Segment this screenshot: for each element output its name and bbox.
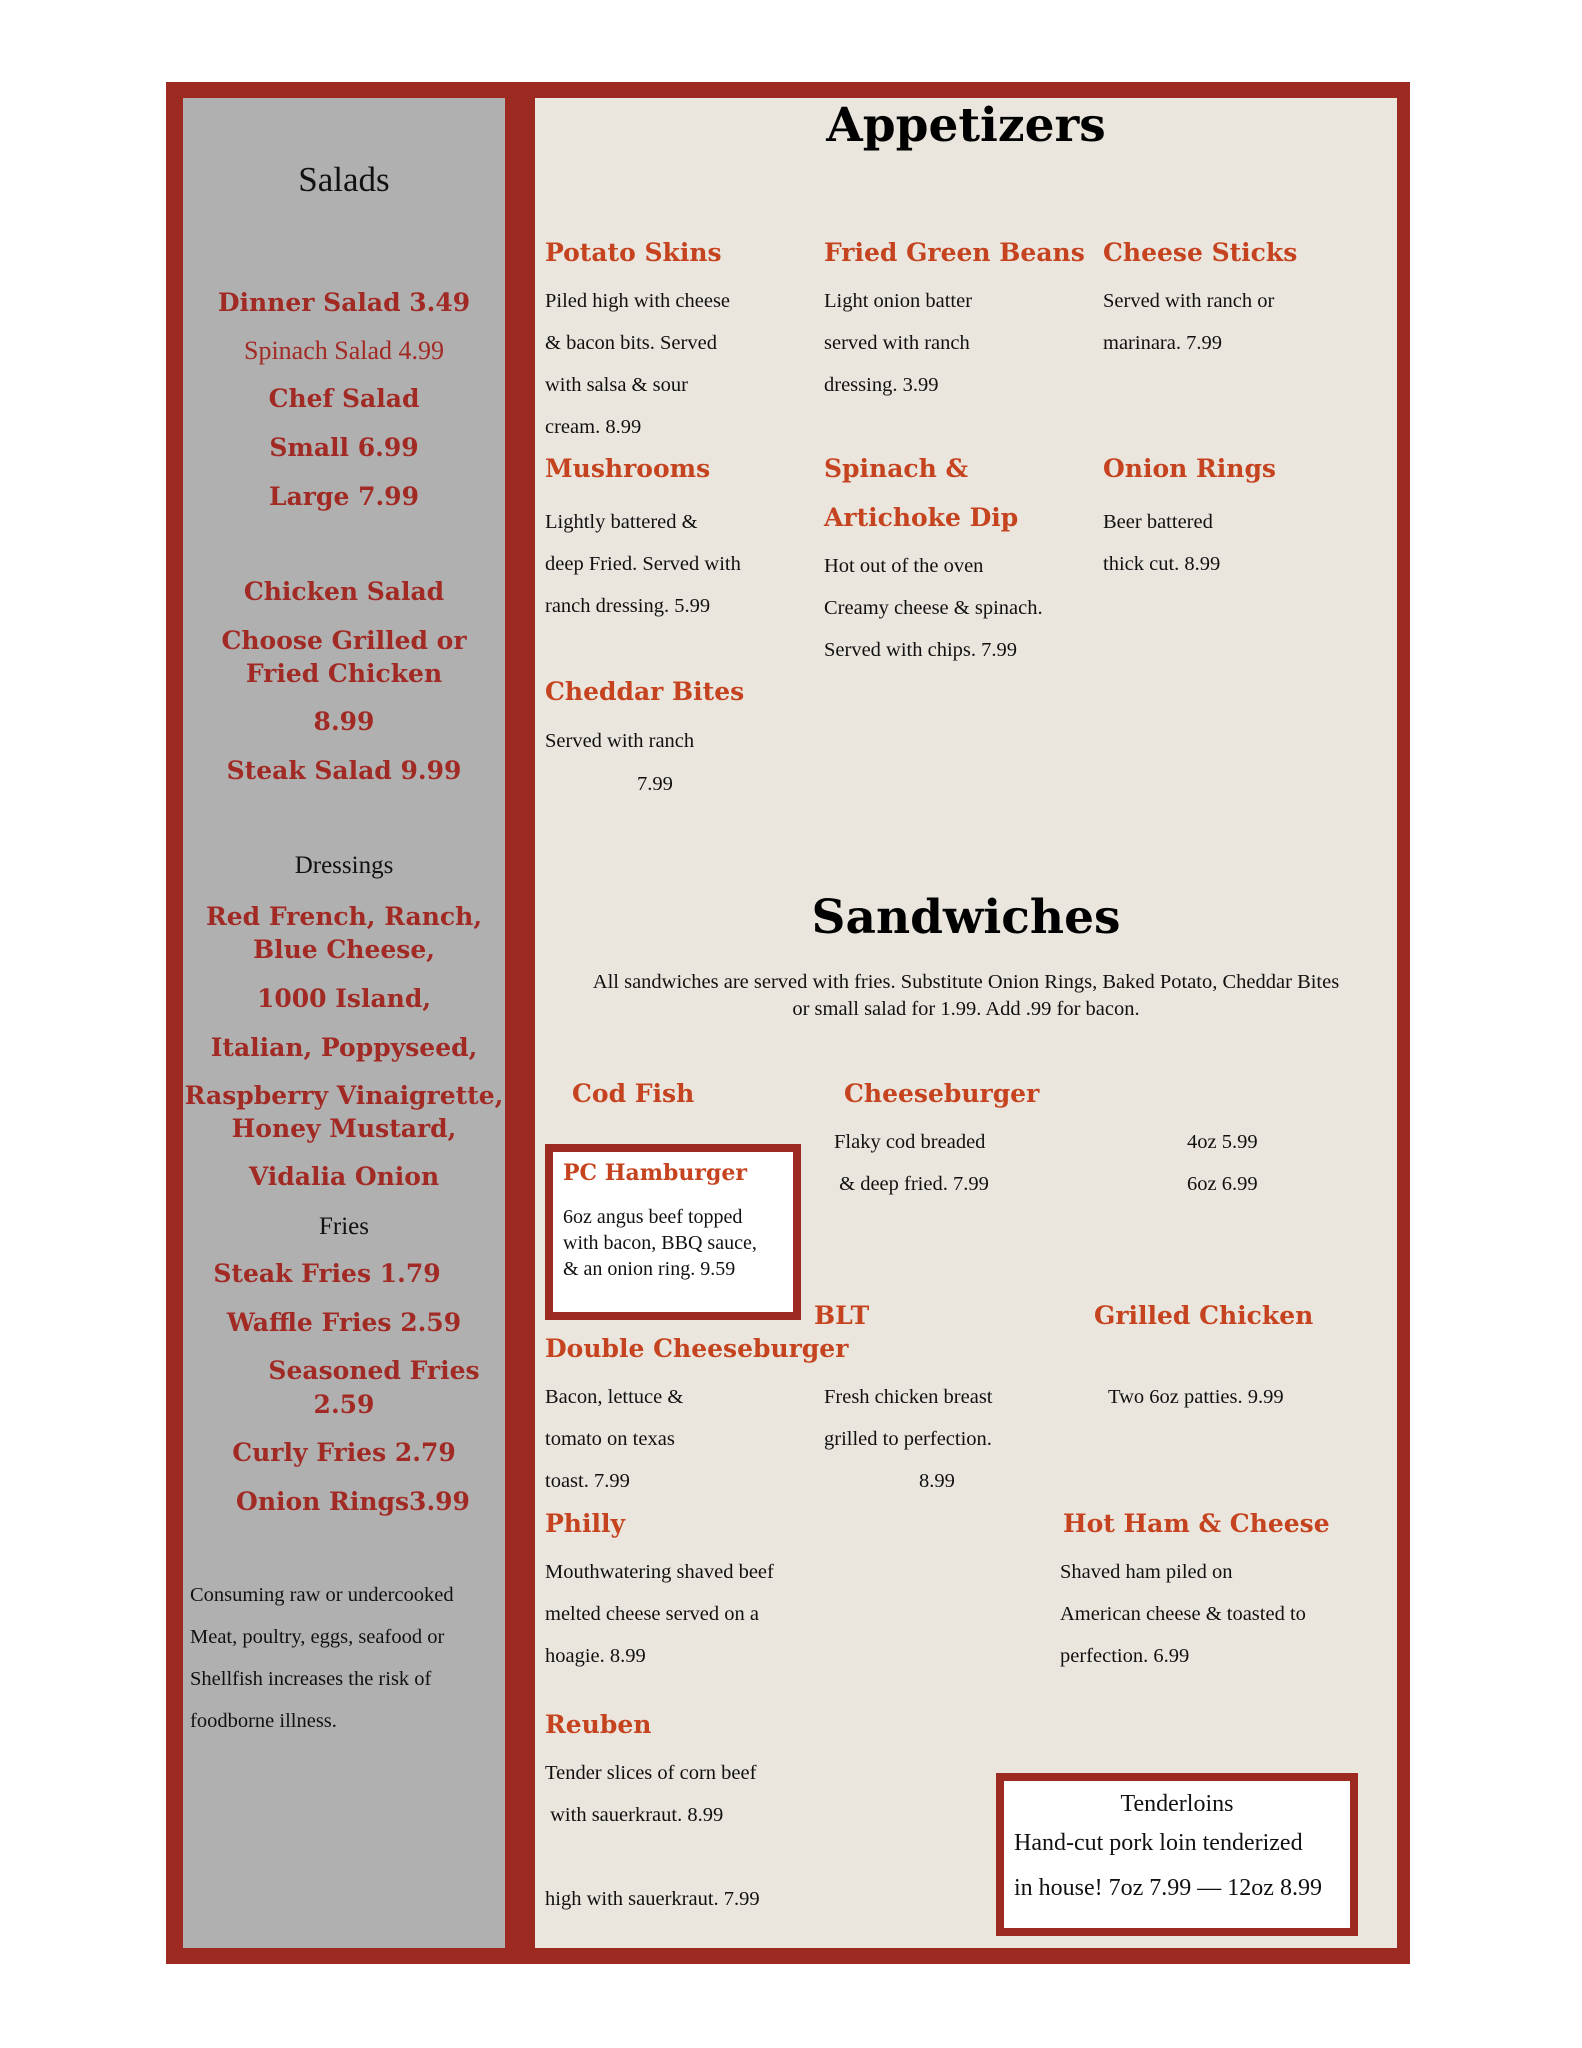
dressing-line: Blue Cheese, (253, 935, 435, 964)
fried-green-beans-title: Fried Green Beans (824, 238, 1085, 267)
dressing-line: Vidalia Onion (248, 1162, 440, 1191)
salad-item: Large 7.99 (269, 482, 419, 511)
pc-hamburger-box (545, 1144, 801, 1320)
double-cheeseburger-desc: Two 6oz patties. 9.99 (1108, 1386, 1284, 1408)
onion-rings-title: Onion Rings (1103, 454, 1277, 483)
tenderloins-title: Tenderloins (1120, 1791, 1234, 1817)
cod-fish-desc: Flaky cod breaded & deep fried. 7.99 (834, 1131, 989, 1195)
sandwiches-intro: All sandwiches are served with fries. Substitute Onion Rings, Baked Potato, Cheddar Bites (592, 971, 1340, 993)
salad-item: Chef Salad (268, 384, 420, 413)
sandwiches-intro: or small salad for 1.99. Add .99 for bacon. (792, 998, 1140, 1020)
dressings-heading: Dressings (294, 852, 394, 879)
chicken-salad-item: Choose Grilled or (221, 626, 467, 655)
spinach-dip-desc: Hot out of the oven Creamy cheese & spinach. Served with chips. 7.99 (824, 555, 1043, 661)
grilled-chicken-title: Grilled Chicken (1094, 1301, 1314, 1330)
sandwiches-heading: Sandwiches (811, 890, 1121, 945)
food-safety-warning: Consuming raw or undercooked Meat, poultry, eggs, seafood or Shellfish increases the risk of foodborne illness. (190, 1584, 454, 1732)
cod-fish-title: Cod Fish (572, 1079, 695, 1108)
salads-heading: Salads (298, 160, 390, 199)
tenderloins-desc: Hand-cut pork loin tenderized in house! 7oz 7.99 — 12oz 8.99 (1014, 1830, 1322, 1901)
fried-green-beans-desc: Light onion batter served with ranch dressing. 3.99 (824, 290, 973, 396)
grilled-chicken-desc: Fresh chicken breast grilled to perfection. 8.99 (824, 1386, 993, 1492)
cheese-sticks-title: Cheese Sticks (1103, 238, 1298, 267)
pc-hamburger-desc: 6oz angus beef topped with bacon, BBQ sauce, & an onion ring. 9.59 (563, 1206, 757, 1280)
fries-line: 2.59 (313, 1390, 375, 1419)
pc-hamburger-title: PC Hamburger (563, 1160, 747, 1186)
reuben-desc: Tender slices of corn beef with sauerkraut. 8.99 (545, 1762, 757, 1826)
dressing-line: 1000 Island, (256, 984, 432, 1013)
appetizers-heading: Appetizers (826, 98, 1106, 153)
chicken-salad-item: Chicken Salad (243, 577, 445, 606)
fries-line: Seasoned Fries (268, 1356, 480, 1385)
cheddar-bites-title: Cheddar Bites (545, 677, 745, 706)
cheeseburger-title: Cheeseburger (844, 1079, 1040, 1108)
blt-desc: Bacon, lettuce & tomato on texas toast. 7.99 (545, 1386, 684, 1492)
spinach-dip-title: Spinach & (824, 454, 969, 483)
fries-line: Waffle Fries 2.59 (226, 1308, 462, 1337)
cheeseburger-prices: 4oz 5.99 6oz 6.99 (1187, 1131, 1258, 1195)
philly-desc: Mouthwatering shaved beef melted cheese served on a hoagie. 8.99 (545, 1561, 774, 1667)
reuben-extra: high with sauerkraut. 7.99 (545, 1888, 760, 1910)
double-cheeseburger-title: Double Cheeseburger (545, 1334, 849, 1363)
cheddar-bites-desc: Served with ranch (545, 730, 695, 752)
chicken-salad-item: Fried Chicken (245, 659, 443, 688)
salad-item: Dinner Salad 3.49 (217, 288, 471, 317)
dressing-line: Italian, Poppyseed, (210, 1033, 478, 1062)
blt-title: BLT (814, 1301, 870, 1330)
cheddar-bites-price: 7.99 (637, 773, 673, 795)
steak-salad-item: Steak Salad 9.99 (226, 756, 462, 785)
onion-rings-desc: Beer battered thick cut. 8.99 (1103, 511, 1221, 575)
mushrooms-desc: Lightly battered & deep Fried. Served with ranch dressing. 5.99 (545, 511, 741, 617)
potato-skins-title: Potato Skins (545, 238, 722, 267)
salad-item: Spinach Salad 4.99 (243, 336, 445, 365)
fries-line: Curly Fries 2.79 (232, 1438, 456, 1467)
spinach-dip-title: Artichoke Dip (824, 503, 1019, 532)
dressing-line: Raspberry Vinaigrette, (184, 1081, 504, 1110)
reuben-title: Reuben (545, 1710, 652, 1739)
fries-heading: Fries (319, 1213, 369, 1240)
cheese-sticks-desc: Served with ranch or marinara. 7.99 (1103, 290, 1275, 354)
dressing-line: Honey Mustard, (231, 1114, 457, 1143)
hot-ham-cheese-desc: Shaved ham piled on American cheese & toasted to perfection. 6.99 (1060, 1561, 1306, 1667)
salad-item: Small 6.99 (269, 433, 419, 462)
dressing-line: Red French, Ranch, (205, 902, 483, 931)
fries-line: Steak Fries 1.79 (213, 1259, 441, 1288)
philly-title: Philly (545, 1509, 625, 1538)
tenderloins-box (996, 1773, 1358, 1936)
chicken-salad-item: 8.99 (313, 707, 375, 736)
fries-line: Onion Rings3.99 (236, 1487, 470, 1516)
mushrooms-title: Mushrooms (545, 454, 711, 483)
potato-skins-desc: Piled high with cheese & bacon bits. Served with salsa & sour cream. 8.99 (545, 290, 731, 438)
hot-ham-cheese-title: Hot Ham & Cheese (1063, 1509, 1330, 1538)
